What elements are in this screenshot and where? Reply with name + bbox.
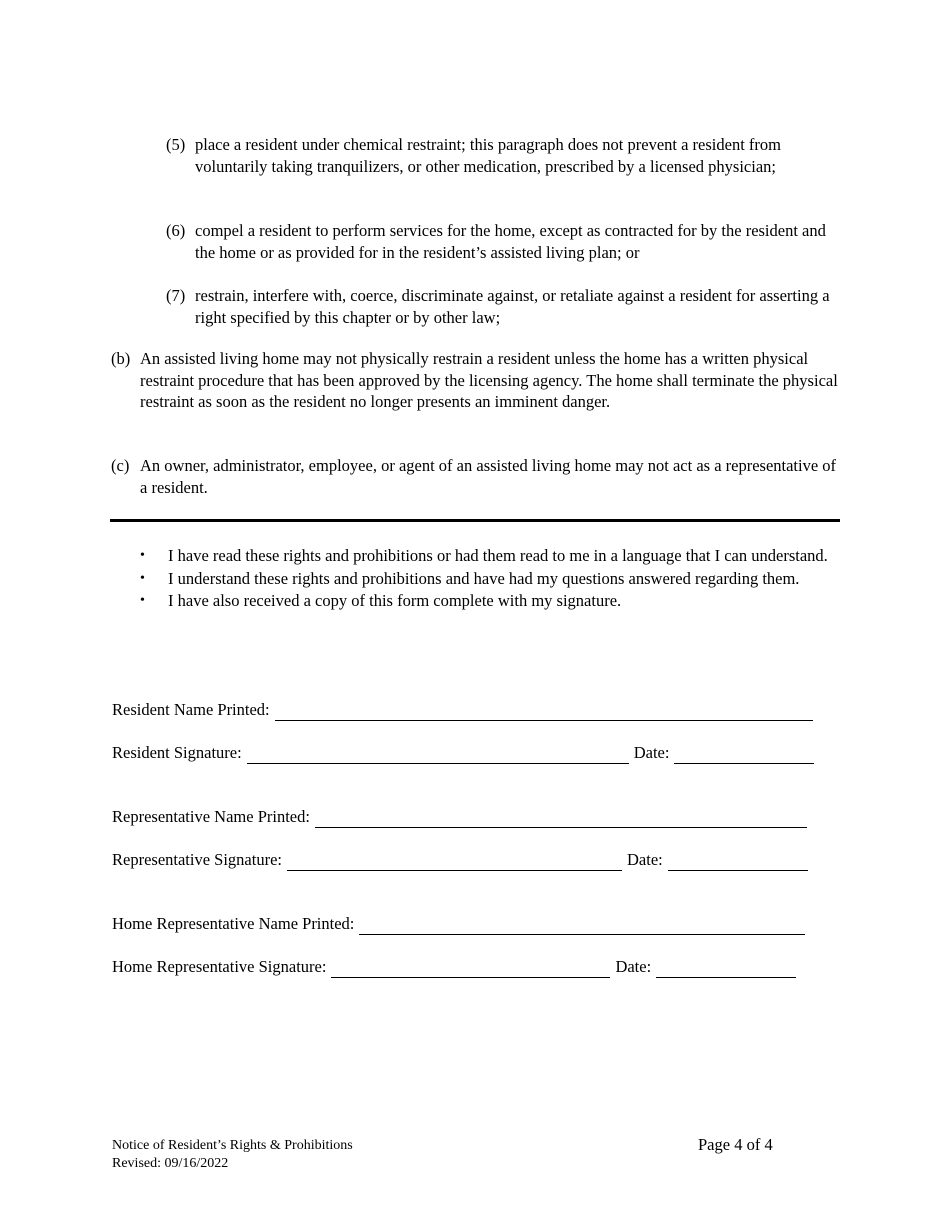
paragraph-text: An owner, administrator, employee, or agent of an assisted living home may not act as a representative of a resident. <box>140 456 837 497</box>
representative-date-field[interactable] <box>668 854 808 871</box>
list-text: place a resident under chemical restraint; this paragraph does not prevent a resident from voluntarily taking tranquilizers, or other medication, prescribed by a licensed physician; <box>195 135 781 176</box>
representative-name-label: Representative Name Printed: <box>112 807 310 826</box>
representative-signature-label: Representative Signature: <box>112 850 282 869</box>
home-rep-signature-field[interactable] <box>331 961 610 978</box>
representative-name-row <box>112 806 807 828</box>
home-rep-name-label: Home Representative Name Printed: <box>112 914 355 933</box>
resident-name-label: Resident Name Printed: <box>112 700 270 719</box>
paragraph-text: An assisted living home may not physically restrain a resident unless the home has a written physical restraint procedure that has been approved by the licensing agency. The home shall terminate the physical restraint as soon as the resident no longer presents an imminent danger. <box>140 349 838 411</box>
resident-date-field[interactable] <box>674 747 814 764</box>
acknowledgement-text: I have also received a copy of this form complete with my signature. <box>168 591 622 610</box>
resident-signature-label: Resident Signature: <box>112 743 242 762</box>
list-number: (5) <box>166 135 186 154</box>
list-text: compel a resident to perform services for the home, except as contracted for by the resident and the home or as provided for in the resident’s assisted living plan; or <box>195 221 826 262</box>
resident-name-row <box>112 699 813 721</box>
resident-signature-row <box>112 742 814 764</box>
page-number: Page 4 of 4 <box>698 1135 773 1154</box>
date-label: Date: <box>633 743 670 762</box>
resident-signature-field[interactable] <box>247 747 629 764</box>
representative-name-field[interactable] <box>315 811 807 828</box>
footer-title: Notice of Resident’s Rights & Prohibitions <box>112 1138 353 1153</box>
home-rep-signature-row <box>112 956 796 978</box>
home-rep-date-field[interactable] <box>656 961 796 978</box>
section-divider <box>110 519 840 522</box>
list-item <box>140 590 840 612</box>
acknowledgement-text: I understand these rights and prohibitions and have had my questions answered regarding them. <box>168 568 800 588</box>
bullet-icon: • <box>140 593 145 608</box>
bullet-icon: • <box>140 570 145 586</box>
list-item <box>140 568 840 590</box>
paragraph-b <box>111 348 838 413</box>
representative-signature-field[interactable] <box>287 854 622 871</box>
list-number: (6) <box>166 221 186 240</box>
home-rep-name-row <box>112 913 805 935</box>
footer-info <box>112 1137 353 1173</box>
paragraph-c <box>111 455 838 498</box>
paragraph-letter: (b) <box>111 349 131 368</box>
footer-revised: Revised: 09/16/2022 <box>112 1156 229 1171</box>
acknowledgement-text: I have read these rights and prohibitions or had them read to me in a language that I can understand. <box>168 546 828 565</box>
list-number: (7) <box>166 286 186 305</box>
resident-name-field[interactable] <box>275 704 813 721</box>
list-item <box>140 545 840 567</box>
list-item-7 <box>166 285 838 328</box>
paragraph-letter: (c) <box>111 456 130 475</box>
date-label: Date: <box>627 850 663 869</box>
list-item-6 <box>166 220 838 263</box>
home-rep-name-field[interactable] <box>359 918 805 935</box>
home-rep-signature-label: Home Representative Signature: <box>112 957 327 976</box>
list-text: restrain, interfere with, coerce, discriminate against, or retaliate against a resident for asserting a right specified by this chapter or by other law; <box>195 286 830 327</box>
list-item-5 <box>166 134 838 177</box>
representative-signature-row <box>112 849 808 871</box>
bullet-icon: • <box>140 548 145 563</box>
acknowledgement-list <box>140 545 840 613</box>
date-label: Date: <box>615 957 652 976</box>
